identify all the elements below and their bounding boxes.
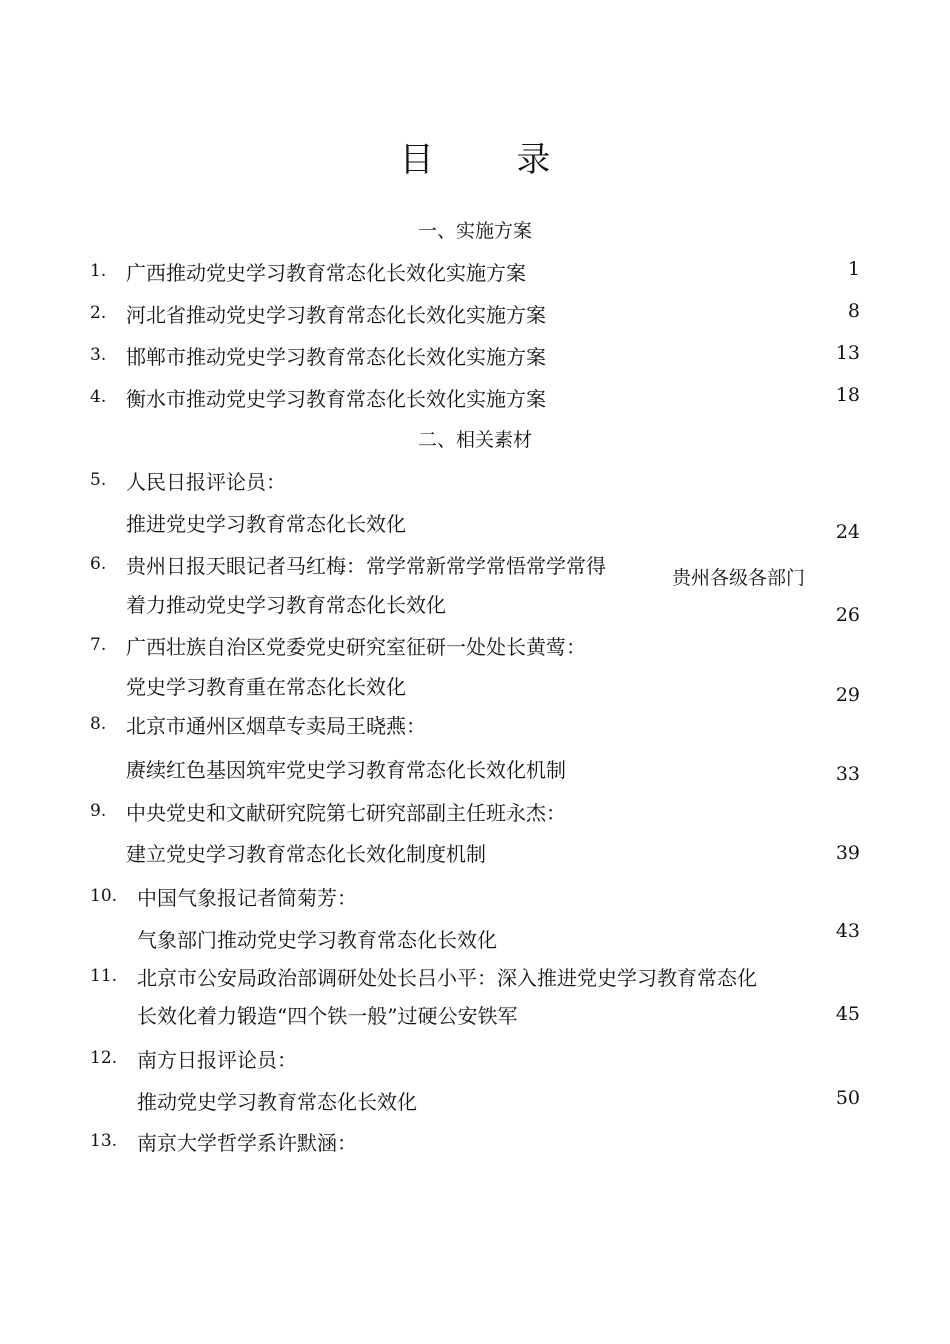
entry-page: 1 xyxy=(847,258,860,280)
entry-title[interactable]: 邯郸市推动党史学习教育常态化长效化实施方案 xyxy=(126,345,546,369)
entry-number: 13. xyxy=(90,1131,118,1151)
entry-title-line1[interactable]: 北京市通州区烟草专卖局王晓燕： xyxy=(126,714,426,738)
entry-title-line1[interactable]: 南京大学哲学系许默涵： xyxy=(137,1131,357,1155)
entry-number: 7. xyxy=(90,635,107,655)
entry-number: 11. xyxy=(90,966,118,986)
entry-page: 26 xyxy=(835,604,860,626)
overlay-stamp-text: 贵州各级各部门 xyxy=(672,567,806,589)
entry-number: 1. xyxy=(90,261,107,281)
entry-title-line2[interactable]: 党史学习教育重在常态化长效化 xyxy=(126,675,406,699)
entry-title-line1[interactable]: 广西壮族自治区党委党史研究室征研一处处长黄莺： xyxy=(126,635,586,659)
entry-title-line1[interactable]: 中国气象报记者简菊芳： xyxy=(137,886,357,910)
entry-title-line1[interactable]: 人民日报评论员： xyxy=(126,470,286,494)
entry-number: 5. xyxy=(90,470,107,490)
entry-page: 8 xyxy=(847,300,860,322)
entry-title[interactable]: 河北省推动党史学习教育常态化长效化实施方案 xyxy=(126,303,546,327)
entry-title-line2[interactable]: 气象部门推动党史学习教育常态化长效化 xyxy=(137,928,497,952)
entry-number: 4. xyxy=(90,387,107,407)
entry-title-line2[interactable]: 推进党史学习教育常态化长效化 xyxy=(126,512,406,536)
entry-number: 6. xyxy=(90,554,107,574)
entry-title-line2[interactable]: 赓续红色基因筑牢党史学习教育常态化长效化机制 xyxy=(126,758,566,782)
entry-page: 45 xyxy=(835,1003,860,1025)
entry-page: 18 xyxy=(835,384,860,406)
entry-title-line2[interactable]: 建立党史学习教育常态化长效化制度机制 xyxy=(126,842,486,866)
entry-page: 13 xyxy=(835,342,860,364)
entry-title[interactable]: 广西推动党史学习教育常态化长效化实施方案 xyxy=(126,261,526,285)
entry-page: 50 xyxy=(835,1087,860,1109)
entry-page: 39 xyxy=(835,842,860,864)
entry-title[interactable]: 衡水市推动党史学习教育常态化长效化实施方案 xyxy=(126,387,546,411)
entry-number: 10. xyxy=(90,886,118,906)
entry-title-line2[interactable]: 长效化着力锻造“四个铁一般”过硬公安铁军 xyxy=(137,1004,518,1028)
entry-title-line1[interactable]: 贵州日报天眼记者马红梅：常学常新常学常悟常学常得 xyxy=(126,554,606,578)
page-title: 目 录 xyxy=(399,140,587,180)
entry-number: 2. xyxy=(90,303,107,323)
entry-title-line1[interactable]: 北京市公安局政治部调研处处长吕小平：深入推进党史学习教育常态化 xyxy=(137,966,757,990)
entry-page: 24 xyxy=(835,521,860,543)
entry-page: 33 xyxy=(835,763,860,785)
section-heading-1: 一、实施方案 xyxy=(417,220,532,242)
entry-page: 29 xyxy=(835,684,860,706)
entry-number: 8. xyxy=(90,714,107,734)
entry-number: 9. xyxy=(90,801,107,821)
entry-number: 3. xyxy=(90,345,107,365)
entry-title-line2[interactable]: 着力推动党史学习教育常态化长效化 xyxy=(126,593,446,617)
entry-title-line2[interactable]: 推动党史学习教育常态化长效化 xyxy=(137,1090,417,1114)
entry-title-line1[interactable]: 南方日报评论员： xyxy=(137,1048,297,1072)
entry-page: 43 xyxy=(835,920,860,942)
section-heading-2: 二、相关素材 xyxy=(417,429,532,451)
entry-title-line1[interactable]: 中央党史和文献研究院第七研究部副主任班永杰： xyxy=(126,801,566,825)
entry-number: 12. xyxy=(90,1048,118,1068)
